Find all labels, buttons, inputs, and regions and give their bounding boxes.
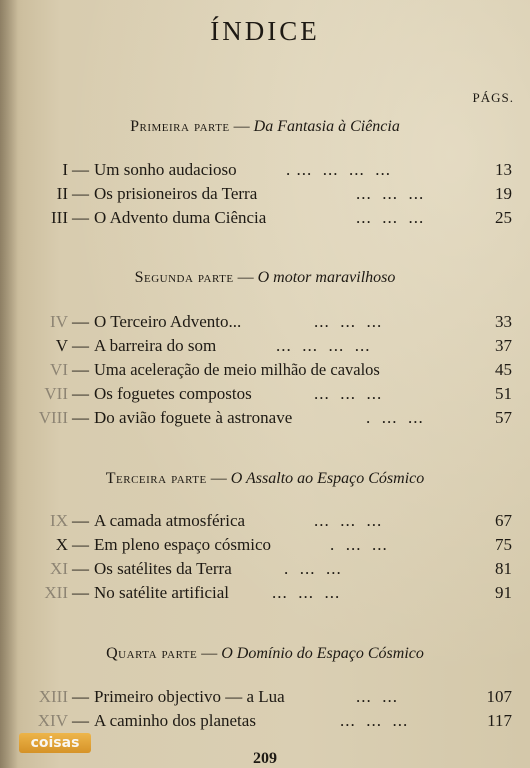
section-subtitle: O motor maravilhoso bbox=[257, 269, 396, 286]
leader-dots: . ... ... ... ... bbox=[286, 160, 391, 179]
entry-dash: — bbox=[72, 511, 89, 530]
chapter-title: Os foguetes compostos bbox=[94, 384, 252, 403]
section-part: Primeira parte bbox=[130, 118, 230, 135]
chapter-title: Os satélites da Terra bbox=[94, 559, 232, 578]
section-part: Terceira parte bbox=[105, 470, 207, 487]
watermark-logo: coisas bbox=[19, 733, 91, 753]
page-number: 19 bbox=[495, 184, 512, 203]
chapter-title: A caminho dos planetas bbox=[94, 711, 256, 730]
chapter-number: VI bbox=[50, 360, 68, 379]
page-number: 75 bbox=[495, 535, 512, 554]
chapter-title: O Terceiro Advento... bbox=[94, 312, 242, 331]
entry-dash: — bbox=[72, 384, 89, 403]
chapter-number: I bbox=[62, 160, 68, 179]
section-dash: — bbox=[210, 470, 227, 487]
entry-dash: — bbox=[72, 360, 89, 379]
pages-column-label: PÁGS. bbox=[472, 90, 514, 105]
chapter-number: III bbox=[51, 208, 68, 227]
leader-dots: ... ... ... bbox=[314, 312, 383, 331]
leader-dots: ... ... ... bbox=[340, 711, 409, 730]
section-heading-4 bbox=[0, 645, 530, 663]
toc-entry bbox=[0, 509, 530, 533]
leader-dots: ... ... ... bbox=[314, 511, 383, 530]
leader-dots: . ... ... bbox=[330, 535, 388, 554]
entry-dash: — bbox=[72, 160, 89, 179]
chapter-number: II bbox=[56, 184, 68, 203]
section-heading-2 bbox=[0, 269, 530, 287]
page-number: 51 bbox=[495, 384, 512, 403]
chapter-title: Do avião foguete à astronave bbox=[94, 408, 293, 427]
section-subtitle: O Assalto ao Espaço Cósmico bbox=[230, 470, 425, 487]
leader-dots: ... ... ... bbox=[356, 208, 425, 227]
toc-entry bbox=[0, 709, 530, 733]
leader-dots: . ... ... bbox=[284, 559, 342, 578]
chapter-number: XIII bbox=[38, 687, 68, 706]
entry-dash: — bbox=[72, 208, 89, 227]
chapter-number: V bbox=[55, 336, 68, 355]
chapter-number: IV bbox=[50, 312, 68, 331]
section-subtitle: Da Fantasia à Ciência bbox=[253, 118, 400, 135]
page-number: 57 bbox=[495, 408, 512, 427]
section-subtitle: O Domínio do Espaço Cósmico bbox=[221, 645, 424, 662]
entry-dash: — bbox=[72, 336, 89, 355]
page-number: 45 bbox=[495, 360, 512, 379]
section-heading-3 bbox=[0, 470, 530, 488]
chapter-title: O Advento duma Ciência bbox=[94, 208, 267, 227]
chapter-number: X bbox=[55, 535, 68, 554]
page-number: 25 bbox=[495, 208, 512, 227]
entry-dash: — bbox=[72, 312, 89, 331]
page-number: 81 bbox=[495, 559, 512, 578]
toc-entry bbox=[0, 310, 530, 334]
section-dash: — bbox=[233, 118, 250, 135]
chapter-title: Primeiro objectivo — a Lua bbox=[94, 687, 285, 706]
leader-dots: ... ... ... bbox=[272, 583, 341, 602]
chapter-number: XI bbox=[50, 559, 68, 578]
toc-entry bbox=[0, 557, 530, 581]
entry-dash: — bbox=[72, 583, 89, 602]
toc-entry bbox=[0, 685, 530, 709]
toc-entry bbox=[0, 358, 530, 382]
section-dash: — bbox=[237, 269, 254, 286]
toc-entry bbox=[0, 182, 530, 206]
page-title: ÍNDICE bbox=[210, 16, 320, 46]
chapter-title: A camada atmosférica bbox=[94, 511, 246, 530]
chapter-number: VII bbox=[44, 384, 68, 403]
chapter-title: No satélite artificial bbox=[94, 583, 229, 602]
section-part: Segunda parte bbox=[134, 269, 234, 286]
toc-entry bbox=[0, 533, 530, 557]
entry-dash: — bbox=[72, 535, 89, 554]
chapter-number: VIII bbox=[38, 408, 68, 427]
leader-dots: ... ... ... bbox=[314, 384, 383, 403]
section-part: Quarta parte bbox=[106, 645, 198, 662]
entry-dash: — bbox=[72, 408, 89, 427]
toc-entry bbox=[0, 581, 530, 605]
chapter-title: Em pleno espaço cósmico bbox=[94, 535, 272, 554]
page-number: 107 bbox=[486, 687, 512, 706]
page-number: 91 bbox=[495, 583, 512, 602]
page-number: 13 bbox=[495, 160, 512, 179]
section-heading-1 bbox=[0, 118, 530, 136]
chapter-title: Os prisioneiros da Terra bbox=[94, 184, 258, 203]
chapter-number: XII bbox=[44, 583, 68, 602]
chapter-title: A barreira do som bbox=[94, 336, 217, 355]
page-number: 33 bbox=[495, 312, 512, 331]
folio-page-number: 209 bbox=[253, 750, 277, 767]
entry-dash: — bbox=[72, 711, 89, 730]
chapter-title: Uma aceleração de meio milhão de cavalos bbox=[94, 360, 380, 379]
leader-dots: . ... ... bbox=[366, 408, 424, 427]
leader-dots: ... ... ... bbox=[356, 184, 425, 203]
leader-dots: ... ... bbox=[356, 687, 398, 706]
toc-entry bbox=[0, 206, 530, 230]
entry-dash: — bbox=[72, 687, 89, 706]
toc-entry bbox=[0, 406, 530, 430]
chapter-number: IX bbox=[50, 511, 68, 530]
section-dash: — bbox=[201, 645, 218, 662]
toc-entry bbox=[0, 158, 530, 182]
entry-dash: — bbox=[72, 184, 89, 203]
toc-entry bbox=[0, 382, 530, 406]
chapter-number: XIV bbox=[37, 711, 68, 730]
page-number: 67 bbox=[495, 511, 512, 530]
chapter-title: Um sonho audacioso bbox=[94, 160, 237, 179]
page-number: 117 bbox=[487, 711, 512, 730]
page-number: 37 bbox=[495, 336, 512, 355]
entry-dash: — bbox=[72, 559, 89, 578]
leader-dots: ... ... ... ... bbox=[276, 336, 371, 355]
toc-entry bbox=[0, 334, 530, 358]
